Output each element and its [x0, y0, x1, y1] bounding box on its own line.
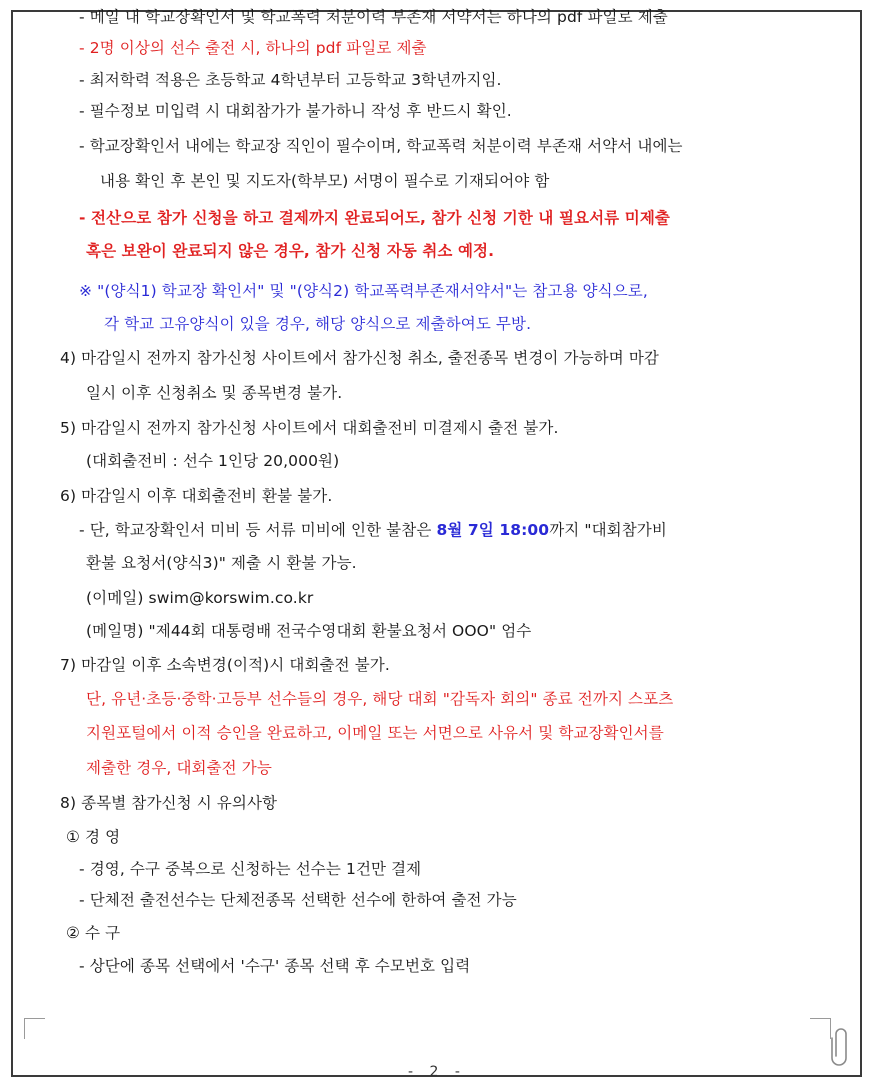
doc-line-9: ※ "(양식1) 학교장 확인서" 및 "(양식2) 학교폭력부존재서약서"는 참고용 양식으로,	[79, 282, 648, 300]
margin-corner-left	[24, 1018, 45, 1039]
email-line: (이메일) swim@korswim.co.kr	[86, 589, 314, 607]
doc-line-20: 7) 마감일 이후 소속변경(이적)시 대회출전 불가.	[60, 656, 390, 674]
doc-line-17: 환불 요청서(양식3)" 제출 시 환불 가능.	[86, 554, 357, 572]
doc-line-24: 8) 종목별 참가신청 시 유의사항	[60, 794, 278, 812]
doc-line-14: (대회출전비 : 선수 1인당 20,000원)	[86, 452, 340, 470]
refund-deadline: 8월 7일 18:00	[436, 521, 550, 539]
doc-line-11: 4) 마감일시 전까지 참가신청 사이트에서 참가신청 취소, 출전종목 변경이 가능하며 마감	[60, 349, 659, 367]
doc-line-10: 각 학교 고유양식이 있을 경우, 해당 양식으로 제출하여도 무방.	[104, 315, 532, 333]
doc-line-5: - 학교장확인서 내에는 학교장 직인이 필수이며, 학교폭력 처분이력 부존재 서약서 내에는	[79, 137, 683, 155]
doc-line-23: 제출한 경우, 대회출전 가능	[86, 759, 272, 777]
doc-line-4: - 필수정보 미입력 시 대회참가가 불가하니 작성 후 반드시 확인.	[79, 102, 512, 120]
mail-subject-line: (메일명) "제44회 대통령배 전국수영대회 환불요청서 OOO" 엄수	[86, 622, 532, 640]
doc-line-13: 5) 마감일시 전까지 참가신청 사이트에서 대회출전비 미결제시 출전 불가.	[60, 419, 559, 437]
doc-line-29: - 상단에 종목 선택에서 '수구' 종목 선택 후 수모번호 입력	[79, 957, 471, 975]
doc-line-25: ① 경 영	[66, 828, 121, 846]
doc-line-26: - 경영, 수구 중복으로 신청하는 선수는 1건만 결제	[79, 860, 422, 878]
page-number: - 2 -	[408, 1064, 466, 1080]
doc-line-16-pre: - 단, 학교장확인서 미비 등 서류 미비에 인한 불참은	[79, 521, 437, 539]
doc-line-3: - 최저학력 적용은 초등학교 4학년부터 고등학교 3학년까지임.	[79, 71, 502, 89]
doc-line-12: 일시 이후 신청취소 및 종목변경 불가.	[86, 384, 343, 402]
doc-line-21: 단, 유년·초등·중학·고등부 선수들의 경우, 해당 대회 "감독자 회의" 종료 전까지 스포츠	[86, 690, 674, 708]
doc-line-15: 6) 마감일시 이후 대회출전비 환불 불가.	[60, 487, 333, 505]
doc-line-16	[79, 519, 667, 541]
doc-line-27: - 단체전 출전선수는 단체전종목 선택한 선수에 한하여 출전 가능	[79, 891, 517, 909]
doc-line-8: 혹은 보완이 완료되지 않은 경우, 참가 신청 자동 취소 예정.	[86, 242, 495, 260]
doc-line-28: ② 수 구	[66, 924, 121, 942]
doc-line-16-post: 까지 "대회참가비	[549, 521, 667, 539]
doc-line-7: - 전산으로 참가 신청을 하고 결제까지 완료되어도, 참가 신청 기한 내 필요서류 미제출	[79, 209, 670, 227]
doc-line-2: - 2명 이상의 선수 출전 시, 하나의 pdf 파일로 제출	[79, 39, 427, 57]
doc-line-1: - 메일 내 학교장확인서 및 학교폭력 처분이력 부존재 서약서는 하나의 pdf 파일로 제출	[79, 8, 668, 26]
doc-line-22: 지원포털에서 이적 승인을 완료하고, 이메일 또는 서면으로 사유서 및 학교장확인서를	[86, 724, 664, 742]
margin-corner-right	[810, 1018, 831, 1039]
doc-line-6: 내용 확인 후 본인 및 지도자(학부모) 서명이 필수로 기재되어야 함	[100, 172, 550, 190]
